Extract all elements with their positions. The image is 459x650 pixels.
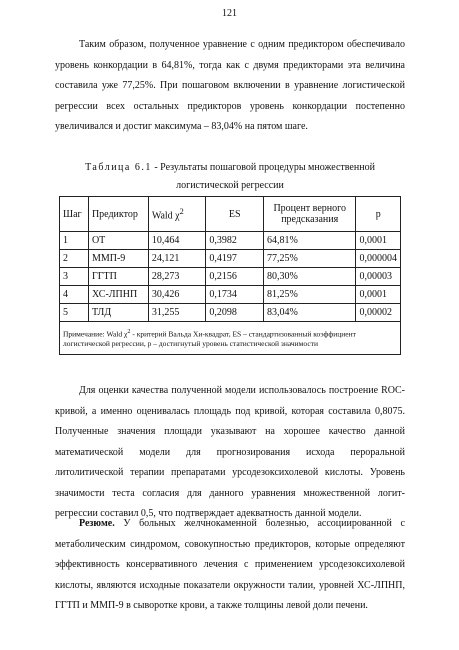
cell-percent: 64,81% (263, 232, 355, 250)
cell-predictor: ММП-9 (88, 250, 148, 268)
cell-wald: 31,255 (148, 304, 206, 322)
table-note (60, 322, 401, 355)
cell-step: 4 (60, 286, 89, 304)
table-caption (55, 159, 405, 195)
header-percent-correct: Процент верного предсказания (263, 197, 355, 232)
header-wald-sup: 2 (179, 206, 184, 216)
header-wald (148, 197, 206, 232)
cell-percent: 83,04% (263, 304, 355, 322)
paragraph-roc: Для оценки качества полученной модели использовалось построение ROC-кривой, а именно оценивалась площадь под кривой, которая составила 0,8075. Полученные значения площади указывают на хорошее качество данной математической модели для прогнозирования исхода пероральной литолитической терапии препаратами урсодезоксихолевой кислоты. Уровень значимости теста согласия для данного уравнения множественной логит-регрессии составил 0,5, что подтверждает адекватность данной модели. (55, 385, 405, 519)
cell-percent: 77,25% (263, 250, 355, 268)
cell-wald: 24,121 (148, 250, 206, 268)
table-row (60, 268, 401, 286)
header-es: ES (206, 197, 264, 232)
cell-p: 0,0001 (356, 286, 401, 304)
cell-step: 1 (60, 232, 89, 250)
table-caption-title: - Результаты пошаговой процедуры множественной логистической регрессии (154, 162, 375, 191)
cell-step: 3 (60, 268, 89, 286)
table-caption-label: Таблица 6.1 (85, 162, 152, 173)
header-step: Шаг (60, 197, 89, 232)
page-number: 121 (222, 8, 237, 19)
cell-predictor: ГГТП (88, 268, 148, 286)
cell-es: 0,2098 (206, 304, 264, 322)
table-row (60, 286, 401, 304)
cell-wald: 30,426 (148, 286, 206, 304)
cell-predictor: ТЛД (88, 304, 148, 322)
summary-label: Резюме. (79, 518, 115, 529)
cell-p: 0,00003 (356, 268, 401, 286)
cell-p: 0,000004 (356, 250, 401, 268)
cell-es: 0,1734 (206, 286, 264, 304)
cell-wald: 28,273 (148, 268, 206, 286)
table-row (60, 304, 401, 322)
cell-percent: 81,25% (263, 286, 355, 304)
table-row (60, 250, 401, 268)
header-p: p (356, 197, 401, 232)
cell-step: 5 (60, 304, 89, 322)
paragraph-summary (55, 514, 405, 617)
header-predictor: Предиктор (88, 197, 148, 232)
cell-predictor: ОТ (88, 232, 148, 250)
header-wald-label: Wald χ (151, 210, 180, 222)
table-row (60, 232, 401, 250)
cell-percent: 80,30% (263, 268, 355, 286)
cell-es: 0,2156 (206, 268, 264, 286)
cell-es: 0,4197 (206, 250, 264, 268)
cell-p: 0,00002 (356, 304, 401, 322)
table-note-prefix: Примечание: Wald χ (63, 329, 128, 339)
table-header-row (60, 197, 401, 232)
regression-results-table (59, 196, 401, 355)
summary-text: У больных желчнокаменной болезнью, ассоциированной с метаболическим синдромом, совокупностью предикторов, которые определяют эффективность консервативного лечения с применением урсодезоксихолевой кислоты, являются исходные показатели окружности талии, уровней ХС-ЛПНП, ГГТП и ММП-9 в сыворотке крови, а также толщины левой доли печени. (55, 518, 405, 611)
cell-p: 0,0001 (356, 232, 401, 250)
table-note-row (60, 322, 401, 355)
table-note-text: - критерий Вальда Хи-квадрат, ES – стандартизованный коэффициент логистической регрессии, p – достигнутый уровень статистической значимости (63, 329, 356, 348)
table-note-sup: 2 (127, 328, 131, 335)
cell-predictor: ХС-ЛПНП (88, 286, 148, 304)
cell-step: 2 (60, 250, 89, 268)
cell-es: 0,3982 (206, 232, 264, 250)
cell-wald: 10,464 (148, 232, 206, 250)
paragraph-concordance: Таким образом, полученное уравнение с одним предиктором обеспечивало уровень конкордации в 64,81%, тогда как с двумя предикторами эта величина составила уже 77,25%. При пошаговом включении в уравнение логистической регрессии всех остальных предикторов уровень конкордации постепенно увеличивался и достиг максимума – 83,04% на пятом шаге. (55, 39, 405, 132)
